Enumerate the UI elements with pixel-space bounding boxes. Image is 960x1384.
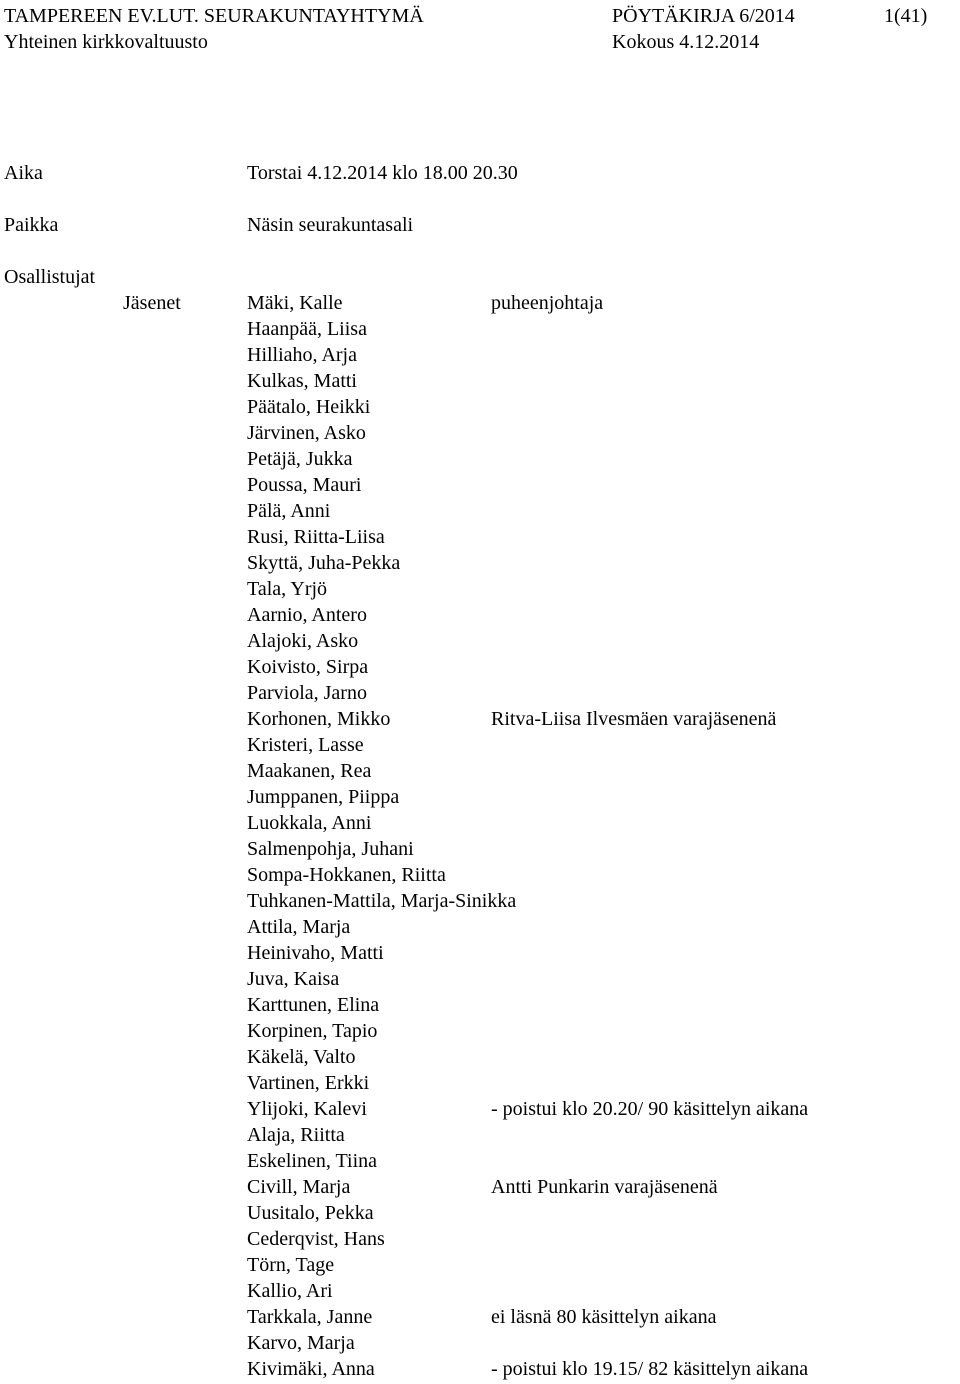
member-name: Tarkkala, Janne bbox=[247, 1306, 373, 1328]
header-page-number: 1(41) bbox=[884, 5, 928, 27]
member-name: Uusitalo, Pekka bbox=[247, 1202, 374, 1224]
member-name: Järvinen, Asko bbox=[247, 422, 366, 444]
member-note: ei läsnä 80 käsittelyn aikana bbox=[491, 1306, 717, 1328]
member-name: Jumppanen, Piippa bbox=[247, 786, 400, 808]
member-row bbox=[247, 758, 516, 784]
member-row bbox=[247, 1018, 516, 1044]
member-row bbox=[247, 316, 516, 342]
member-row bbox=[247, 550, 516, 576]
member-row bbox=[247, 394, 516, 420]
member-name: Törn, Tage bbox=[247, 1254, 335, 1276]
member-row bbox=[247, 966, 516, 992]
member-name: Maakanen, Rea bbox=[247, 760, 372, 782]
member-name: Kulkas, Matti bbox=[247, 370, 357, 392]
member-name: Ylijoki, Kalevi bbox=[247, 1098, 367, 1120]
member-name: Civill, Marja bbox=[247, 1176, 351, 1198]
member-name: Aarnio, Antero bbox=[247, 604, 367, 626]
member-row bbox=[247, 576, 516, 602]
member-row bbox=[247, 498, 516, 524]
member-row bbox=[247, 602, 516, 628]
header-organization: TAMPEREEN EV.LUT. SEURAKUNTAYHTYMÄ bbox=[4, 5, 424, 27]
member-name: Koivisto, Sirpa bbox=[247, 656, 369, 678]
member-name: Parviola, Jarno bbox=[247, 682, 367, 704]
member-note: - poistui klo 19.15/ 82 käsittelyn aikana bbox=[491, 1358, 809, 1380]
header-body: Yhteinen kirkkovaltuusto bbox=[4, 31, 208, 53]
member-name: Rusi, Riitta-Liisa bbox=[247, 526, 385, 548]
member-name: Skyttä, Juha-Pekka bbox=[247, 552, 401, 574]
place-value: Näsin seurakuntasali bbox=[247, 214, 414, 236]
member-row bbox=[247, 914, 516, 940]
member-row bbox=[247, 472, 516, 498]
member-name: Kallio, Ari bbox=[247, 1280, 333, 1302]
member-name: Alajoki, Asko bbox=[247, 630, 359, 652]
member-name: Pälä, Anni bbox=[247, 500, 331, 522]
member-name: Karvo, Marja bbox=[247, 1332, 355, 1354]
member-name: Korhonen, Mikko bbox=[247, 708, 391, 730]
member-name: Luokkala, Anni bbox=[247, 812, 372, 834]
member-name: Mäki, Kalle bbox=[247, 292, 343, 314]
member-row bbox=[247, 1278, 516, 1304]
time-value: Torstai 4.12.2014 klo 18.00 20.30 bbox=[247, 162, 518, 184]
member-row bbox=[247, 810, 516, 836]
member-name: Kristeri, Lasse bbox=[247, 734, 364, 756]
member-row bbox=[247, 940, 516, 966]
member-name: Eskelinen, Tiina bbox=[247, 1150, 378, 1172]
member-name: Päätalo, Heikki bbox=[247, 396, 371, 418]
member-name: Hilliaho, Arja bbox=[247, 344, 357, 366]
member-row bbox=[247, 888, 516, 914]
member-row bbox=[247, 420, 516, 446]
member-row bbox=[247, 732, 516, 758]
member-name: Tala, Yrjö bbox=[247, 578, 328, 600]
member-name: Alaja, Riitta bbox=[247, 1124, 345, 1146]
member-row bbox=[247, 1096, 809, 1122]
member-row bbox=[247, 1070, 516, 1096]
member-name: Heinivaho, Matti bbox=[247, 942, 384, 964]
member-row bbox=[247, 1200, 516, 1226]
member-name: Vartinen, Erkki bbox=[247, 1072, 370, 1094]
member-name: Attila, Marja bbox=[247, 916, 351, 938]
participants-label: Osallistujat bbox=[4, 266, 96, 288]
member-name: Poussa, Mauri bbox=[247, 474, 362, 496]
header-meeting: Kokous 4.12.2014 bbox=[612, 31, 760, 53]
member-name: Sompa-Hokkanen, Riitta bbox=[247, 864, 446, 886]
member-row bbox=[247, 524, 516, 550]
member-row bbox=[247, 836, 516, 862]
member-note: - poistui klo 20.20/ 90 käsittelyn aikana bbox=[491, 1098, 809, 1120]
member-row bbox=[247, 784, 516, 810]
member-row bbox=[247, 1304, 717, 1330]
member-name: Karttunen, Elina bbox=[247, 994, 380, 1016]
member-name: Haanpää, Liisa bbox=[247, 318, 367, 340]
member-row bbox=[247, 706, 777, 732]
member-name: Kivimäki, Anna bbox=[247, 1358, 375, 1380]
member-row bbox=[247, 342, 516, 368]
member-row bbox=[247, 1226, 516, 1252]
member-row bbox=[247, 862, 516, 888]
member-name: Korpinen, Tapio bbox=[247, 1020, 378, 1042]
member-row bbox=[247, 1356, 809, 1382]
member-note: puheenjohtaja bbox=[491, 292, 604, 314]
member-row bbox=[247, 446, 516, 472]
member-row bbox=[247, 992, 516, 1018]
member-name: Juva, Kaisa bbox=[247, 968, 340, 990]
member-note: Ritva-Liisa Ilvesmäen varajäsenenä bbox=[491, 708, 777, 730]
member-row bbox=[247, 1330, 516, 1356]
member-name: Cederqvist, Hans bbox=[247, 1228, 385, 1250]
member-row bbox=[247, 368, 516, 394]
time-label: Aika bbox=[4, 162, 43, 184]
members-list bbox=[247, 290, 809, 1382]
members-label: Jäsenet bbox=[123, 292, 181, 314]
member-note: Antti Punkarin varajäsenenä bbox=[491, 1176, 718, 1198]
member-row bbox=[247, 1148, 516, 1174]
member-name: Käkelä, Valto bbox=[247, 1046, 356, 1068]
member-name: Salmenpohja, Juhani bbox=[247, 838, 414, 860]
member-name: Petäjä, Jukka bbox=[247, 448, 353, 470]
member-row bbox=[247, 1044, 516, 1070]
member-name: Tuhkanen-Mattila, Marja-Sinikka bbox=[247, 890, 517, 912]
member-row bbox=[247, 1174, 718, 1200]
member-row bbox=[247, 290, 604, 316]
member-row bbox=[247, 680, 516, 706]
place-label: Paikka bbox=[4, 214, 59, 236]
member-row bbox=[247, 654, 516, 680]
header-document: PÖYTÄKIRJA 6/2014 bbox=[612, 5, 795, 27]
member-row bbox=[247, 628, 516, 654]
member-row bbox=[247, 1122, 516, 1148]
member-row bbox=[247, 1252, 516, 1278]
